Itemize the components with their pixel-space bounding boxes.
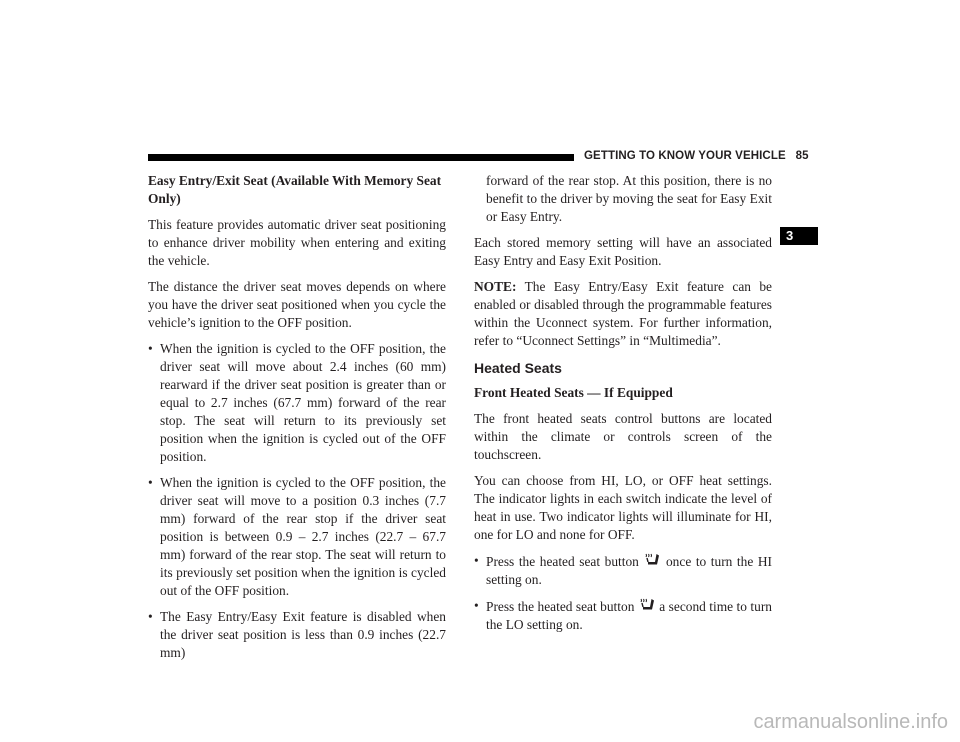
list-item xyxy=(474,552,772,589)
subheading-front-heated-seats: Front Heated Seats — If Equipped xyxy=(474,385,673,400)
list-item-text: Press the heated seat button xyxy=(486,599,635,614)
running-header xyxy=(584,150,809,162)
list-item xyxy=(148,474,446,600)
list-item-text: once to turn the HI setting on. xyxy=(486,554,772,587)
section-heading: Easy Entry/Exit Seat (Available With Memory Seat Only) xyxy=(148,173,442,206)
list-item-text: When the ignition is cycled to the OFF position, the driver seat will move about 2.4 inches (60 mm) rearward if the driver seat position is greater than or equal to 2.7 inches (67.7 mm) forward of the rear stop. The seat will return to its previously set position when the ignition is cycled out of the OFF position. xyxy=(160,341,446,464)
list-item xyxy=(474,597,772,634)
continued-text: forward of the rear stop. At this position, there is no benefit to the driver by moving the seat for Easy Exit or Easy Entry. xyxy=(486,173,772,224)
heated-seat-icon xyxy=(639,597,655,613)
bullet-list xyxy=(474,552,772,634)
section-title: GETTING TO KNOW YOUR VEHICLE xyxy=(584,150,786,162)
paragraph: The distance the driver seat moves depends on where you have the driver seat positioned when you cycle the vehicle’s ignition to the OFF position. xyxy=(148,279,446,330)
note-label: NOTE: xyxy=(474,279,517,294)
left-column xyxy=(148,172,446,670)
paragraph: You can choose from HI, LO, or OFF heat settings. The indicator lights in each switch indicate the level of heat in use. Two indicator lights will illuminate for HI, one for LO and none for OFF. xyxy=(474,473,772,542)
bullet-icon: • xyxy=(148,609,153,624)
page-number: 85 xyxy=(795,150,809,162)
note-text: The Easy Entry/Easy Exit feature can be enabled or disabled through the programmable features within the Uconnect system. For further information, refer to “Uconnect Settings” in “Multimedia”. xyxy=(474,279,772,348)
header-rule xyxy=(148,154,574,161)
note-paragraph xyxy=(474,278,772,350)
bullet-icon: • xyxy=(148,341,153,356)
list-item xyxy=(148,608,446,662)
section-heading-heated-seats: Heated Seats xyxy=(474,360,562,376)
bullet-icon: • xyxy=(148,475,153,490)
paragraph: Each stored memory setting will have an associated Easy Entry and Easy Exit Position. xyxy=(474,235,772,268)
bullet-icon: • xyxy=(474,553,479,568)
chapter-tab[interactable]: 3 xyxy=(780,227,818,245)
right-column xyxy=(474,172,772,642)
bullet-list xyxy=(148,340,446,662)
paragraph: The front heated seats control buttons are located within the climate or controls screen of the touchscreen. xyxy=(474,411,772,462)
watermark[interactable]: carmanualsonline.info xyxy=(753,711,948,733)
heated-seat-icon xyxy=(644,552,660,568)
bullet-icon: • xyxy=(474,598,479,613)
list-item-text: The Easy Entry/Easy Exit feature is disabled when the driver seat position is less than 0.9 inches (22.7 mm) xyxy=(160,609,446,660)
list-item xyxy=(148,340,446,466)
list-item-text: When the ignition is cycled to the OFF position, the driver seat will move to a position 0.3 inches (7.7 mm) forward of the rear stop if the driver seat position is between 0.9 – 2.7 inches (22.7 – 67.7 mm) forward of the rear stop. The seat will return to its previously set position when the ignition is cycled out of the OFF position. xyxy=(160,475,446,598)
list-item-text: a second time to turn the LO setting on. xyxy=(486,599,772,632)
paragraph: This feature provides automatic driver seat positioning to enhance driver mobility when entering and exiting the vehicle. xyxy=(148,217,446,268)
list-item-text: Press the heated seat button xyxy=(486,554,639,569)
